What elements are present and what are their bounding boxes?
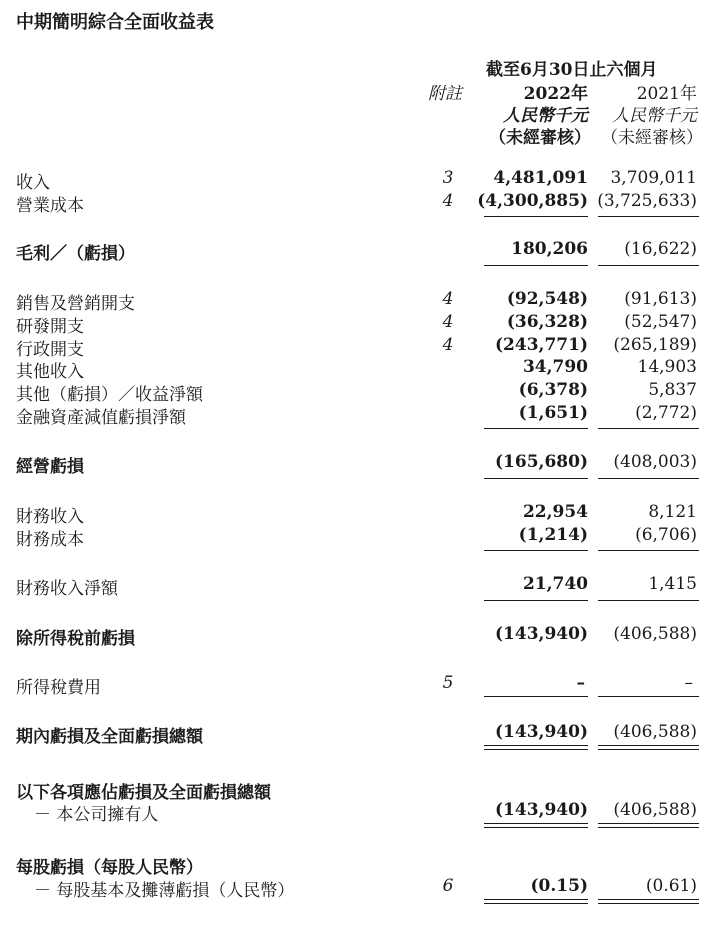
value-2022: 180,206	[511, 239, 588, 259]
value-2021: (16,622)	[624, 239, 697, 259]
subtotal-rule-2021	[598, 428, 699, 429]
value-2022: (6,378)	[518, 380, 588, 400]
row-note: 5	[442, 673, 454, 693]
row-label: 銷售及營銷開支	[16, 294, 135, 314]
subtotal-rule-2022	[484, 265, 588, 266]
value-2021: (2,772)	[635, 403, 697, 423]
year-2021-header: 2021年	[636, 84, 697, 104]
total-double-rule-2021	[598, 899, 699, 904]
value-2022: (165,680)	[495, 452, 588, 472]
row-label: 財務成本	[16, 530, 84, 550]
table-row	[0, 403, 711, 428]
note-column-header: 附註	[428, 84, 462, 104]
value-2021: 1,415	[648, 574, 697, 594]
row-label: 財務收入	[16, 507, 84, 527]
table-row	[0, 380, 711, 405]
row-label: 收入	[16, 173, 50, 193]
table-row	[0, 312, 711, 337]
table-row	[0, 502, 711, 527]
audit-2022-header: （未經審核）	[489, 128, 591, 148]
value-2022: (143,940)	[495, 624, 588, 644]
value-2022: (243,771)	[495, 335, 588, 355]
value-2021: (52,547)	[624, 312, 697, 332]
row-label: － 每股基本及攤薄虧損（人民幣）	[34, 881, 295, 901]
value-2022: 34,790	[522, 357, 588, 377]
row-label: 財務收入淨額	[16, 579, 118, 599]
subtotal-rule-2021	[598, 600, 699, 601]
statement-title: 中期簡明綜合全面收益表	[16, 12, 214, 33]
row-note: 4	[442, 312, 454, 332]
value-2021: 3,709,011	[610, 168, 697, 188]
total-double-rule-2021	[598, 823, 699, 828]
table-row	[0, 722, 711, 747]
total-double-rule-2022	[484, 899, 588, 904]
table-row	[0, 574, 711, 599]
subtotal-rule-2022	[484, 216, 588, 217]
row-label: 毛利／（虧損）	[16, 244, 135, 264]
value-2021: (408,003)	[613, 452, 697, 472]
subtotal-rule-2022	[484, 550, 588, 551]
value-2022: (92,548)	[506, 289, 588, 309]
table-row	[0, 239, 711, 264]
row-note: 4	[442, 335, 454, 355]
value-2022: (1,214)	[518, 525, 588, 545]
value-2022: (4,300,885)	[477, 191, 588, 211]
value-2021: 5,837	[648, 380, 697, 400]
subtotal-rule-2022	[484, 696, 588, 697]
subtotal-rule-2021	[598, 696, 699, 697]
value-2022: (1,651)	[518, 403, 588, 423]
row-label: 經營虧損	[16, 457, 84, 477]
subtotal-rule-2022	[484, 428, 588, 429]
row-note: 6	[442, 876, 454, 896]
total-double-rule-2022	[484, 745, 588, 750]
subtotal-rule-2022	[484, 600, 588, 601]
table-row	[0, 335, 711, 360]
unit-2021-header: 人民幣千元	[612, 106, 697, 126]
period-header: 截至6月30日止六個月	[486, 60, 658, 80]
row-label: 金融資產減值虧損淨額	[16, 408, 186, 428]
table-row	[0, 289, 711, 314]
value-2021: (406,588)	[613, 722, 697, 742]
value-2022: 21,740	[522, 574, 588, 594]
value-2021: (265,189)	[613, 335, 697, 355]
value-2022: (36,328)	[506, 312, 588, 332]
table-row	[0, 624, 711, 649]
unit-2022-header: 人民幣千元	[503, 106, 588, 126]
table-row	[0, 191, 711, 216]
row-label: 研發開支	[16, 317, 84, 337]
value-2022: (143,940)	[495, 800, 588, 820]
total-double-rule-2021	[598, 745, 699, 750]
subtotal-rule-2022	[484, 478, 588, 479]
value-2021: 8,121	[648, 502, 697, 522]
table-row	[0, 525, 711, 550]
value-2021: 14,903	[637, 357, 697, 377]
value-2021: (3,725,633)	[597, 191, 697, 211]
subtotal-rule-2021	[598, 478, 699, 479]
audit-2021-header: （未經審核）	[601, 128, 703, 148]
table-row	[0, 853, 711, 878]
row-label: 行政開支	[16, 340, 84, 360]
table-row	[0, 452, 711, 477]
row-label: 其他收入	[16, 362, 84, 382]
year-2022-header: 2022年	[523, 84, 588, 104]
value-2022: 22,954	[522, 502, 588, 522]
table-row	[0, 357, 711, 382]
value-2021: (6,706)	[635, 525, 697, 545]
value-2021: (91,613)	[624, 289, 697, 309]
row-label: 除所得稅前虧損	[16, 629, 135, 649]
table-row	[0, 800, 711, 825]
row-label: 所得稅費用	[16, 678, 101, 698]
value-2021: (0.61)	[645, 876, 697, 896]
value-2021: (406,588)	[613, 624, 697, 644]
row-note: 4	[442, 191, 454, 211]
value-2022: (143,940)	[495, 722, 588, 742]
row-note: 4	[442, 289, 454, 309]
subtotal-rule-2021	[598, 216, 699, 217]
total-double-rule-2022	[484, 823, 588, 828]
row-note: 3	[442, 168, 454, 188]
value-2022: –	[576, 673, 585, 693]
table-row	[0, 673, 711, 698]
value-2022: 4,481,091	[493, 168, 588, 188]
table-row	[0, 778, 711, 803]
row-label: 每股虧損（每股人民幣）	[16, 858, 203, 878]
value-2021: (406,588)	[613, 800, 697, 820]
row-label: 其他（虧損）／收益淨額	[16, 385, 203, 405]
row-label: － 本公司擁有人	[34, 805, 159, 825]
row-label: 營業成本	[16, 196, 84, 216]
table-row	[0, 876, 711, 901]
value-2021: –	[684, 673, 693, 693]
row-label: 期內虧損及全面虧損總額	[16, 727, 203, 747]
subtotal-rule-2021	[598, 265, 699, 266]
value-2022: (0.15)	[530, 876, 588, 896]
row-label: 以下各項應佔虧損及全面虧損總額	[16, 783, 271, 803]
table-row	[0, 168, 711, 193]
subtotal-rule-2021	[598, 550, 699, 551]
